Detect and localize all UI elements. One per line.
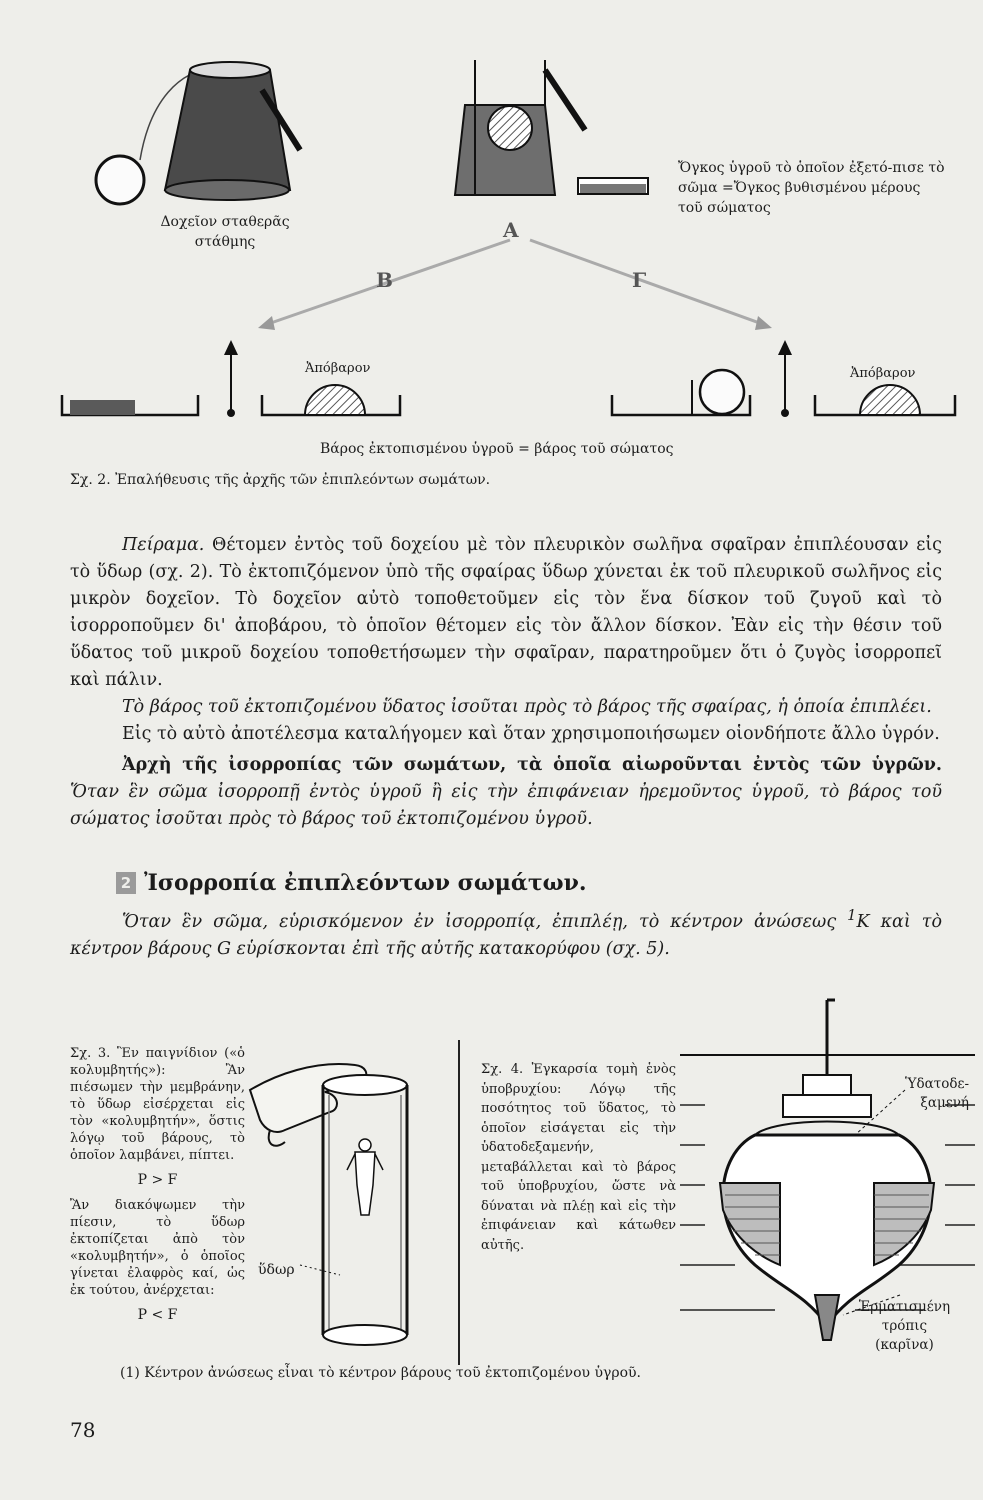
footnote-marker: 1 [847, 907, 857, 924]
principle-text: Ὅταν ἓν σῶμα ἰσορροπῇ ἐντὸς ὑγροῦ ἢ εἰς τὴν ἐπιφάνειαν ἠρεμοῦντος ὑγροῦ, τὸ βάρος τοῦ σώματος ἰσοῦται πρὸς τὸ βάρος τοῦ ἐκτοπιζομένου ὑγροῦ. [70, 782, 942, 829]
experiment-conclusion: Τὸ βάρος τοῦ ἐκτοπιζομένου ὕδατος ἰσοῦται πρὸς τὸ βάρος τῆς σφαίρας, ἡ ὁποία ἐπιπλέει. [122, 697, 932, 717]
overflow-container-left [165, 70, 290, 190]
experiment-section [70, 532, 942, 833]
footnote: (1) Κέντρον ἀνώσεως εἶναι τὸ κέντρον βάρους τοῦ ἐκτοπιζομένου ὑγροῦ. [120, 1365, 641, 1381]
section-title: Ἰσορροπία ἐπιπλεόντων σωμάτων. [144, 870, 587, 896]
label-g: Γ [632, 268, 647, 292]
condition-sink: P > F [137, 1172, 178, 1188]
section-2-text [70, 902, 942, 963]
principle-title: Ἀρχὴ τῆς ἰσορροπίας τῶν σωμάτων, τὰ ὁποῖα αἰωροῦνται ἐντὸς τῶν ὑγρῶν. [122, 755, 942, 775]
experiment-general: Εἰς τὸ αὐτὸ ἀποτέλεσμα καταλήγομεν καὶ ὅταν χρησιμοποιήσωμεν οἱονδήποτε ἄλλο ὑγρόν. [122, 724, 940, 744]
tare-label-right: Ἀπόβαρον [850, 366, 916, 381]
figure-3-release: Ἂν διακόψωμεν τὴν πίεσιν, τὸ ὕδωρ ἐκτοπίζεται ἀπὸ τὸν «κολυμβητήν», ὁ ὁποῖος γίνεται ἐλαφρὸς καί, ὡς ἐκ τούτου, ἀνέρχεται: [70, 1198, 245, 1298]
section-2-heading [116, 870, 587, 896]
page-number: 78 [70, 1418, 96, 1442]
figure-2-caption: Σχ. 2. Ἐπαλήθευσις τῆς ἀρχῆς τῶν ἐπιπλεόντων σωμάτων. [70, 472, 491, 488]
tare-label-left: Ἀπόβαρον [305, 361, 371, 376]
label-a: A [503, 218, 519, 242]
water-label: ὕδωρ [258, 1262, 295, 1278]
experiment-lead: Πείραμα. [122, 535, 205, 555]
ballast-tank-label-2: ξαμενή [920, 1095, 970, 1111]
keel-label-2: τρόπις [881, 1318, 928, 1334]
floating-sphere [96, 156, 144, 204]
figure-4-caption: Σχ. 4. Ἐγκαρσία τομὴ ἑνὸς ὑποβρυχίου: Λόγῳ τῆς ποσότητος τοῦ ὕδατος, τὸ ὁποῖον εἰσάγεται εἰς τὴν ὑδατοδεξαμενήν, μεταβάλλεται καὶ τὸ βάρος τοῦ ὑποβρυχίου, ὥστε νὰ δύναται νὰ πλέῃ καὶ εἰς τὴν ἐπιφάνειαν καὶ κάτωθεν αὐτῆς. [481, 1062, 676, 1253]
volume-note: Ὄγκος ὑγροῦ τὸ ὁποῖον ἐξετό-πισε τὸ σῶμα =Ὄγκος βυθισμένου μέρους τοῦ σώματος [678, 160, 945, 216]
keel-label [852, 1298, 957, 1355]
figure-3-caption: Σχ. 3. Ἓν παιγνίδιον («ὁ κολυμβητής»): Ἂν πιέσωμεν τὴν μεμβράνην, τὸ ὕδωρ εἰσέρχεται εἰς τὸν «κολυμβητήν», ὅστις λόγῳ τοῦ βάρους, τὸ ὁποῖον λαμβάνει, πίπτει. [70, 1046, 245, 1163]
figure-3-caption-block [70, 1045, 245, 1332]
figure-3-diver-illustration [245, 1050, 445, 1350]
ballast-tank-label [905, 1075, 969, 1113]
section-2-text-part2: K καὶ τὸ κέντρον βάρους G εὑρίσκονται ἐπὶ τῆς αὐτῆς κατακορύφου (σχ. 5). [70, 911, 942, 959]
ballast-tank-label-1: Ὑδατοδε- [905, 1076, 970, 1092]
figure-divider [458, 1040, 460, 1365]
keel-label-1: Ἑρματισμένη [858, 1299, 951, 1315]
section-number: 2 [116, 872, 136, 894]
condition-rise: P < F [137, 1307, 178, 1323]
label-b: B [376, 268, 393, 292]
container-label: Δοχεῖον σταθερᾶς στάθμης [160, 214, 290, 250]
figure-2-illustration [0, 0, 983, 470]
section-2-text-part1: Ὅταν ἓν σῶμα, εὑρισκόμενον ἐν ἰσορροπίᾳ, ἐπιπλέῃ, τὸ κέντρον ἀνώσεως [122, 911, 837, 932]
weight-equation: Βάρος ἐκτοπισμένου ὑγροῦ = βάρος τοῦ σώματος [320, 441, 674, 457]
keel-label-3: (καρῖνα) [875, 1337, 934, 1353]
experiment-text: Θέτομεν ἐντὸς τοῦ δοχείου μὲ τὸν πλευρικὸν σωλῆνα σφαῖραν ἐπιπλέουσαν εἰς τὸ ὕδωρ (σχ. 2). Τὸ ἐκτοπιζόμενον ὑπὸ τῆς σφαίρας ὕδωρ χύνεται ἐκ τοῦ πλευρικοῦ σωλῆνος εἰς μικρὸν δοχεῖον. Τὸ δοχεῖον αὐτὸ τοποθετοῦμεν εἰς τὸν ἕνα δίσκον τοῦ ζυγοῦ καὶ τὸ ἰσορροποῦμεν δι' ἀποβάρου, τὸ ὁποῖον θέτομεν εἰς τὸν ἄλλον δίσκον. Ἐὰν εἰς τὴν θέσιν τοῦ ὕδατος τοῦ μικροῦ δοχείου τοποθετήσωμεν τὴν σφαῖραν, παρατηροῦμεν ὅτι ὁ ζυγὸς ἰσορροπεῖ καὶ πάλιν. [70, 535, 942, 690]
